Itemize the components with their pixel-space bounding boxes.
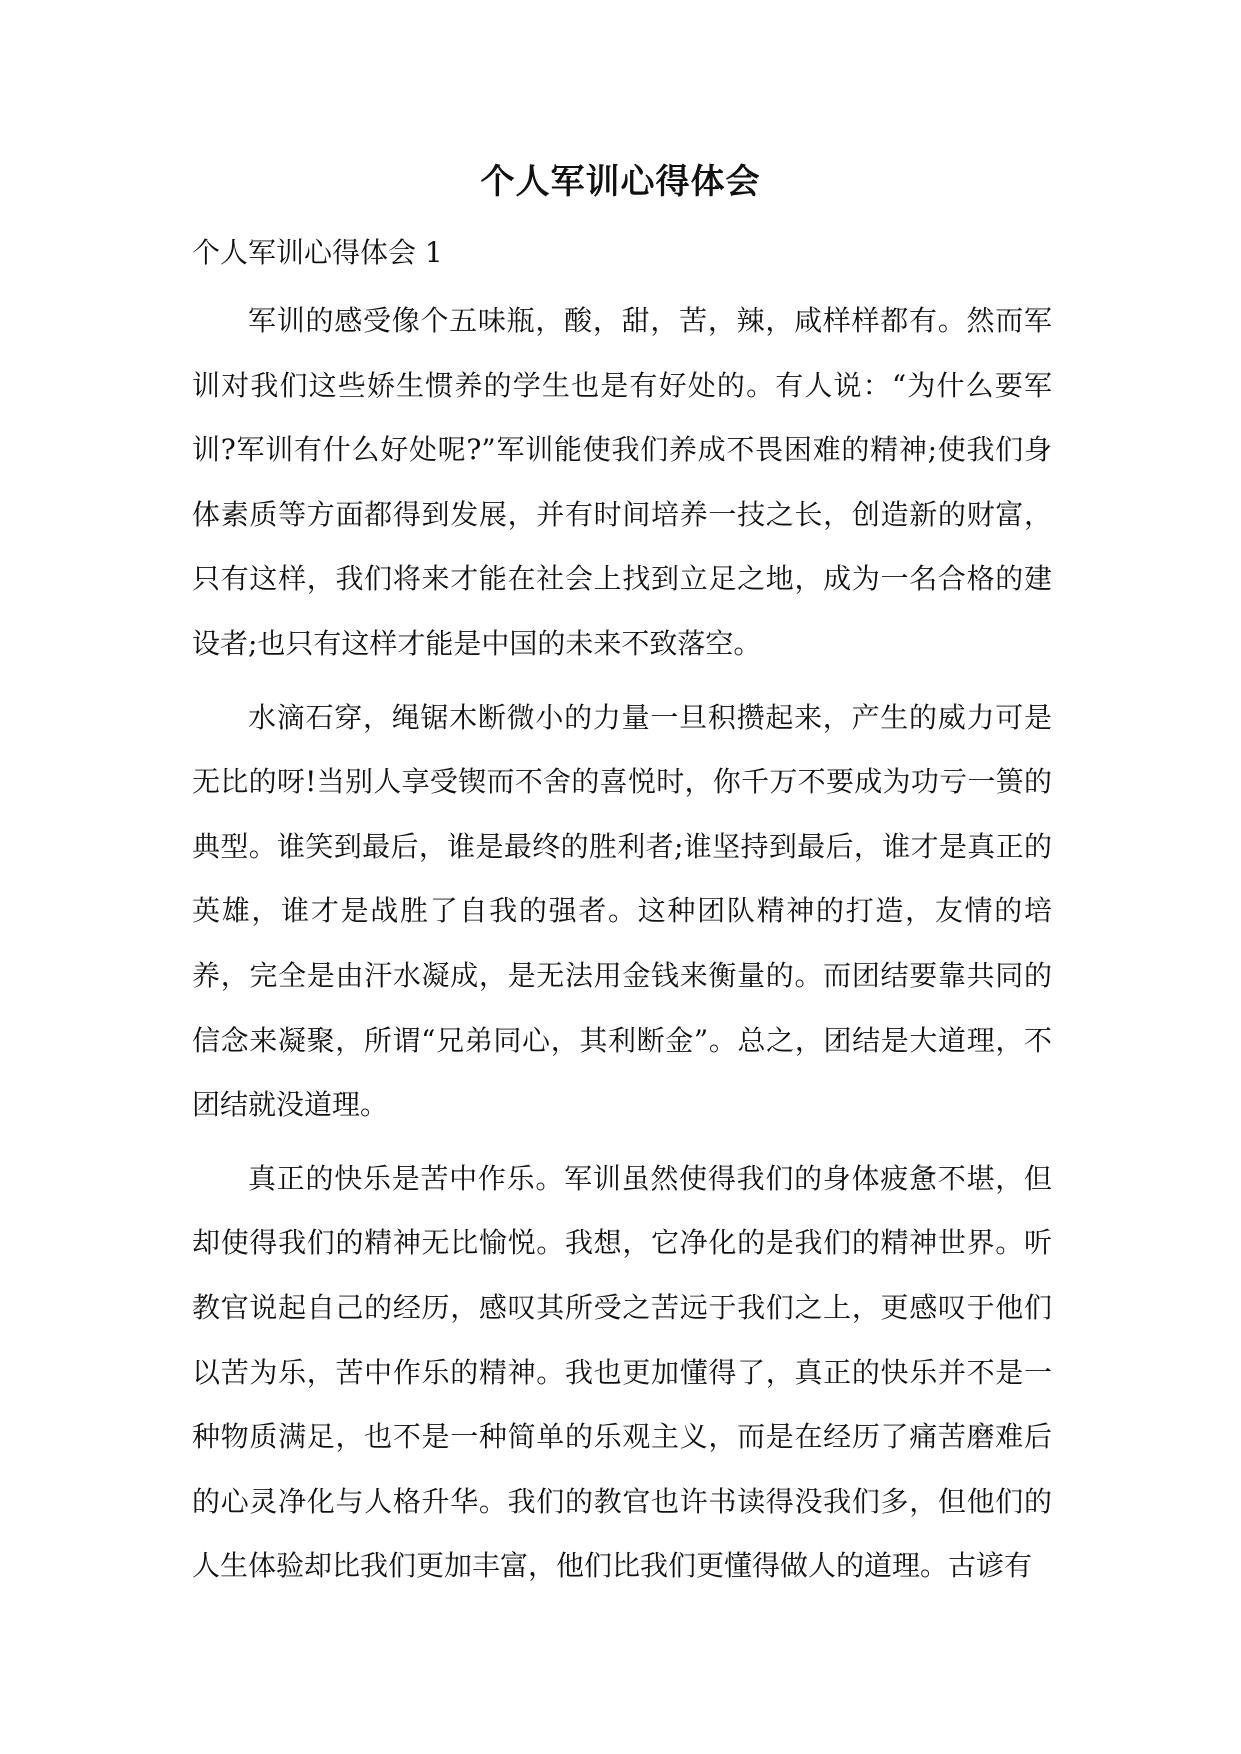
document-body [192, 226, 1052, 1608]
document-title: 个人军训心得体会 [480, 162, 761, 202]
paragraph-3: 真正的快乐是苦中作乐。军训虽然使得我们的身体疲惫不堪，但却使得我们的精神无比愉悦。我想，它净化的是我们的精神世界。听教官说起自己的经历，感叹其所受之苦远于我们之上，更感叹于他们以苦为乐，苦中作乐的精神。我也更加懂得了，真正的快乐并不是一种物质满足，也不是一种简单的乐观主义，而是在经历了痛苦磨难后的心灵净化与人格升华。我们的教官也许书读得没我们多，但他们的人生体验却比我们更加丰富，他们比我们更懂得做人的道理。古谚有 [192, 1161, 1052, 1583]
paragraph-1: 军训的感受像个五味瓶，酸，甜，苦，辣，咸样样都有。然而军训对我们这些娇生惯养的学生也是有好处的。有人说：“为什么要军训?军训有什么好处呢?”军训能使我们养成不畏困难的精神;使我们身体素质等方面都得到发展，并有时间培养一技之长，创造新的财富，只有这样，我们将来才能在社会上找到立足之地，成为一名合格的建设者;也只有这样才能是中国的未来不致落空。 [192, 304, 1052, 660]
paragraph-2: 水滴石穿，绳锯木断微小的力量一旦积攒起来，产生的威力可是无比的呀!当别人享受锲而不舍的喜悦时，你千万不要成为功亏一篑的典型。谁笑到最后，谁是最终的胜利者;谁坚持到最后，谁才是真正的英雄，谁才是战胜了自我的强者。这种团队精神的打造，友情的培养，完全是由汗水凝成，是无法用金钱来衡量的。而团结要靠共同的信念来凝聚，所谓“兄弟同心，其利断金”。总之，团结是大道理，不团结就没道理。 [192, 700, 1052, 1122]
section-heading: 个人军训心得体会 1 [192, 236, 443, 269]
